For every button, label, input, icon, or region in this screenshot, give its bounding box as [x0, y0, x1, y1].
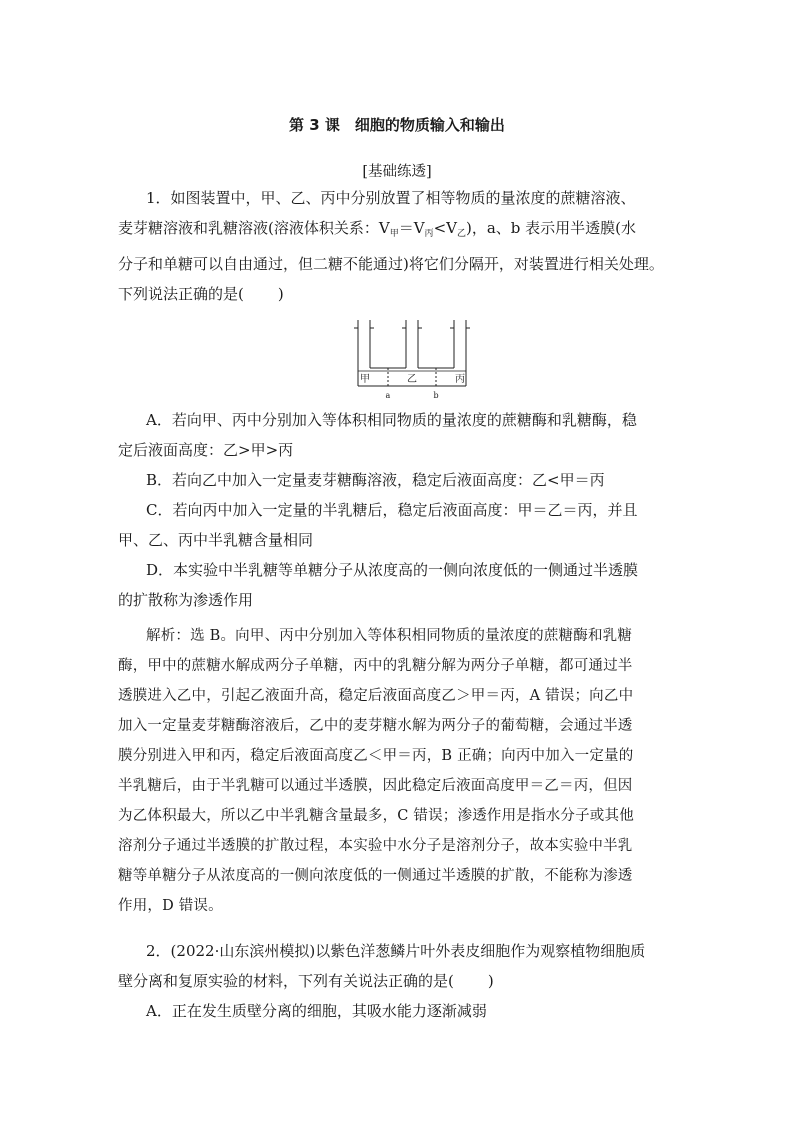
- subscript: 甲: [389, 229, 399, 239]
- u-tube-apparatus-figure: [350, 318, 475, 403]
- option-a: A．若向甲、丙中分别加入等体积相同物质的量浓度的蔗糖酶和乳糖酶，稳: [146, 411, 637, 429]
- explanation-line: 溶剂分子通过半透膜的扩散过程，本实验中水分子是溶剂分子，故本实验中半乳: [118, 838, 633, 854]
- option-d: D．本实验中半乳糖等单糖分子从浓度高的一侧向浓度低的一侧通过半透膜: [146, 561, 639, 579]
- explanation-line: 解析：选 B。向甲、丙中分别加入等体积相同物质的量浓度的蔗糖酶和乳糖: [146, 628, 633, 644]
- section-label: [基础练透]: [362, 164, 432, 180]
- label-jia: 甲: [360, 374, 370, 385]
- option-d-cont: 的扩散称为渗透作用: [118, 591, 254, 609]
- page-title: 第 3 课 细胞的物质输入和输出: [289, 116, 505, 134]
- text: )，a、b 表示用半透膜(水: [465, 219, 637, 237]
- label-b: b: [433, 391, 439, 400]
- question-1-explanation: [118, 621, 678, 921]
- subscript: 乙: [456, 229, 466, 239]
- label-yi: 乙: [407, 374, 417, 385]
- text: 下列说法正确的是(: [118, 285, 244, 303]
- text: ＝V: [398, 219, 425, 237]
- text: 麦芽糖溶液和乳糖溶液(溶液体积关系：V: [118, 219, 390, 237]
- explanation-line: 膜分别进入甲和丙，稳定后液面高度乙＜甲＝丙，B 正确；向丙中加入一定量的: [118, 748, 634, 764]
- q1-stem-line: [118, 213, 678, 249]
- subscript: 丙: [424, 229, 434, 239]
- explanation-line: 半乳糖后，由于半乳糖可以通过半透膜，因此稳定后液面高度甲＝乙＝丙，但因: [118, 778, 633, 794]
- explanation-line: 加入一定量麦芽糖酶溶液后，乙中的麦芽糖水解为两分子的葡萄糖，会通过半透: [118, 718, 633, 734]
- text: <V: [433, 219, 457, 237]
- explanation-line: 糖等单糖分子从浓度高的一侧向浓度低的一侧通过半透膜的扩散，不能称为渗透: [118, 868, 633, 884]
- text: ): [487, 972, 494, 990]
- label-bing: 丙: [455, 374, 465, 385]
- question-2: [118, 936, 678, 1026]
- option-a-cont: 定后液面高度：乙>甲>丙: [118, 441, 294, 459]
- q1-stem-line: 1．如图装置中，甲、乙、丙中分别放置了相等物质的量浓度的蔗糖溶液、: [146, 189, 636, 207]
- q2-option-a: A．正在发生质壁分离的细胞，其吸水能力逐渐减弱: [146, 1002, 487, 1020]
- explanation-line: 作用，D 错误。: [118, 898, 223, 914]
- q2-stem-line: 2．(2022·山东滨州模拟)以紫色洋葱鳞片叶外表皮细胞作为观察植物细胞质: [146, 942, 646, 960]
- option-b: B．若向乙中加入一定量麦芽糖酶溶液，稳定后液面高度：乙<甲＝丙: [146, 471, 605, 489]
- text: ): [277, 285, 284, 303]
- option-c: C．若向丙中加入一定量的半乳糖后，稳定后液面高度：甲＝乙＝丙，并且: [146, 501, 638, 519]
- explanation-line: 为乙体积最大，所以乙中半乳糖含量最多，C 错误；渗透作用是指水分子或其他: [118, 808, 634, 824]
- q1-stem-line: 分子和单糖可以自由通过，但二糖不能通过)将它们分隔开，对装置进行相关处理。: [118, 255, 664, 273]
- explanation-line: 透膜进入乙中，引起乙液面升高，稳定后液面高度乙＞甲＝丙，A 错误；向乙中: [118, 688, 634, 704]
- label-a: a: [385, 391, 391, 400]
- question-1-stem: [118, 183, 678, 309]
- question-1-options: [118, 405, 678, 615]
- option-c-cont: 甲、乙、丙中半乳糖含量相同: [118, 531, 314, 549]
- q1-stem-line: [118, 279, 678, 309]
- explanation-line: 酶，甲中的蔗糖水解成两分子单糖，丙中的乳糖分解为两分子单糖，都可通过半: [118, 658, 633, 674]
- text: 壁分离和复原实验的材料，下列有关说法正确的是(: [118, 972, 454, 990]
- q2-stem-line: [118, 966, 678, 996]
